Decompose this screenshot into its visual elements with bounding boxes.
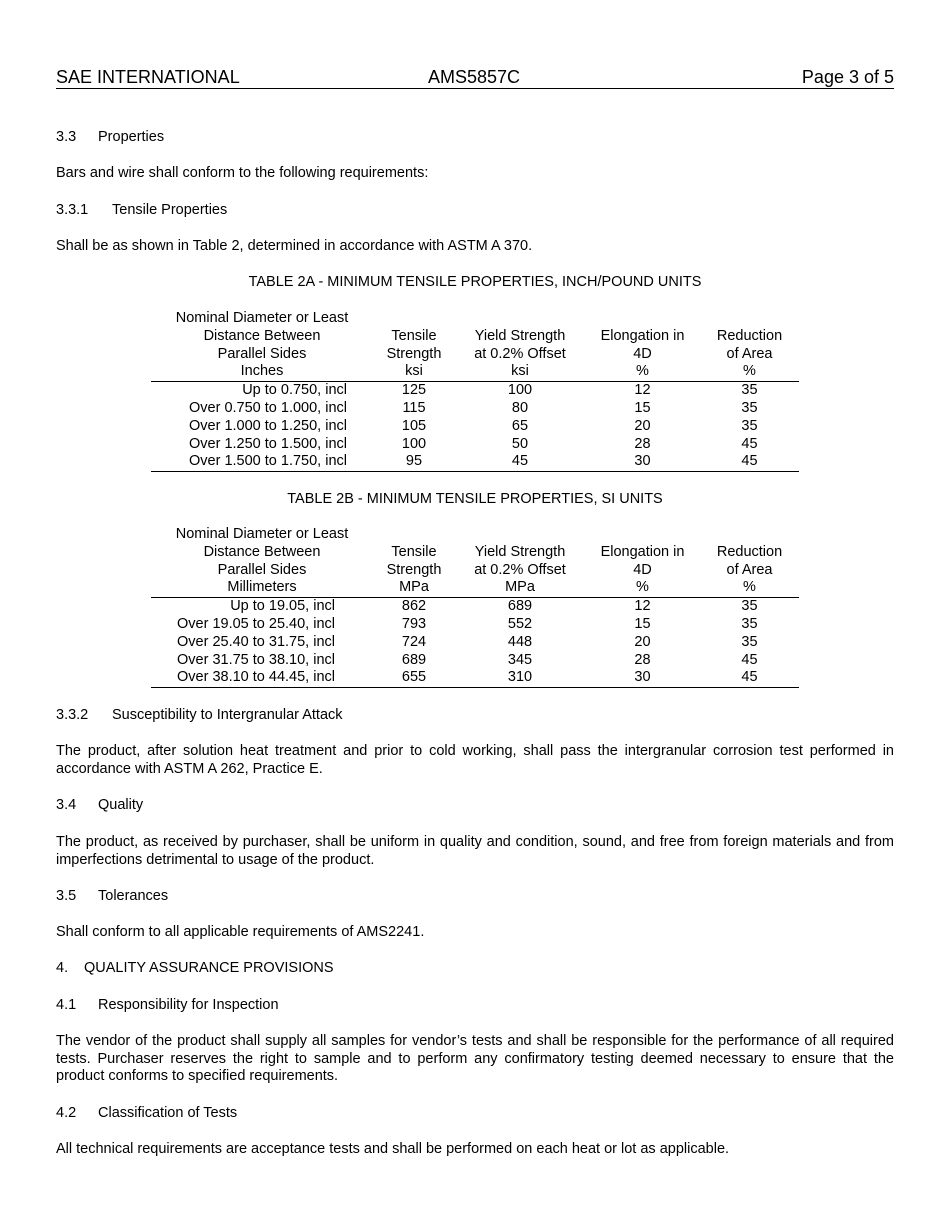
header-line: Elongation in bbox=[600, 543, 685, 560]
section-number: 4. bbox=[56, 960, 69, 976]
cell-tensile: 793 bbox=[401, 615, 427, 632]
cell-elongation: 20 bbox=[634, 417, 651, 434]
table-row bbox=[151, 400, 799, 418]
cell-elongation: 20 bbox=[634, 633, 651, 650]
cell-diameter-range: Over 0.750 to 1.000, incl bbox=[189, 399, 347, 416]
cell-diameter-range: Over 38.10 to 44.45, incl bbox=[151, 669, 373, 687]
section-number: 3.5 bbox=[56, 888, 77, 904]
section-title: QUALITY ASSURANCE PROVISIONS bbox=[84, 960, 334, 976]
header-line: Reduction bbox=[716, 327, 783, 344]
cell-reduction: 45 bbox=[700, 669, 799, 687]
header-line: % bbox=[743, 579, 756, 596]
header-line: at 0.2% Offset bbox=[474, 345, 566, 362]
header-line: Nominal Diameter or Least bbox=[175, 526, 349, 542]
section-3-3-heading bbox=[56, 129, 894, 147]
cell-elongation: 28 bbox=[634, 435, 651, 452]
table-2a bbox=[151, 310, 799, 472]
cell-tensile: 689 bbox=[401, 651, 427, 668]
header-tensile-strength bbox=[373, 526, 455, 598]
cell-diameter-range: Up to 0.750, incl bbox=[242, 382, 347, 399]
section-4-1-paragraph: The vendor of the product shall supply all samples for vendor’s tests and shall be responsible for the performance of all required tests. Purchaser reserves the right to sample and to perform any confirmatory testing deemed necessary to ensure that the product conforms to specified requirements. bbox=[56, 1033, 894, 1084]
table-row bbox=[151, 634, 799, 652]
table-row bbox=[151, 436, 799, 454]
header-line: Reduction bbox=[716, 543, 783, 560]
cell-elongation: 28 bbox=[634, 651, 651, 668]
cell-elongation: 12 bbox=[634, 598, 651, 615]
cell-diameter-range: Over 25.40 to 31.75, incl bbox=[177, 633, 335, 650]
cell-tensile: 724 bbox=[401, 633, 427, 650]
section-4-1-heading bbox=[56, 997, 894, 1015]
table-row bbox=[151, 652, 799, 670]
table-2a-title: TABLE 2A - MINIMUM TENSILE PROPERTIES, INCH/POUND UNITS bbox=[248, 274, 702, 290]
table-row bbox=[151, 669, 799, 687]
header-line: MPa bbox=[505, 579, 535, 596]
section-number: 4.2 bbox=[56, 1105, 77, 1121]
cell-diameter-range: Over 1.250 to 1.500, incl bbox=[189, 435, 347, 452]
header-line: % bbox=[636, 579, 649, 596]
header-line: of Area bbox=[726, 345, 773, 362]
cell-yield: 65 bbox=[511, 417, 529, 434]
header-line: Yield Strength bbox=[474, 327, 566, 344]
cell-reduction: 45 bbox=[741, 435, 758, 452]
section-title: Tolerances bbox=[98, 888, 169, 904]
section-title: Classification of Tests bbox=[98, 1105, 238, 1121]
section-number: 3.3.1 bbox=[56, 202, 89, 218]
header-line: Distance Between bbox=[203, 543, 321, 560]
cell-reduction: 35 bbox=[741, 399, 758, 416]
header-line: Strength bbox=[386, 561, 442, 578]
page-header bbox=[56, 66, 894, 89]
cell-reduction: 35 bbox=[741, 633, 758, 650]
cell-tensile: 655 bbox=[373, 669, 455, 687]
header-line: 4D bbox=[633, 345, 652, 362]
table-row bbox=[151, 453, 799, 471]
header-line: Inches bbox=[240, 363, 284, 380]
cell-diameter-range: Over 19.05 to 25.40, incl bbox=[177, 615, 335, 632]
header-line: Nominal Diameter or Least bbox=[175, 310, 349, 326]
table-row bbox=[151, 598, 799, 616]
cell-elongation: 30 bbox=[585, 453, 700, 471]
section-title: Responsibility for Inspection bbox=[98, 997, 279, 1013]
table-header-row bbox=[151, 526, 799, 598]
cell-tensile: 125 bbox=[401, 382, 427, 399]
cell-yield: 80 bbox=[511, 399, 529, 416]
section-title: Quality bbox=[98, 797, 144, 813]
table-row bbox=[151, 616, 799, 634]
section-number: 3.3 bbox=[56, 129, 77, 145]
section-3-3-1-heading bbox=[56, 202, 894, 220]
header-line: of Area bbox=[726, 561, 773, 578]
cell-yield: 50 bbox=[511, 435, 529, 452]
header-line: % bbox=[743, 363, 756, 380]
cell-yield: 45 bbox=[455, 453, 585, 471]
header-line: Tensile bbox=[391, 327, 437, 344]
section-4-2-heading bbox=[56, 1105, 894, 1123]
header-line: 4D bbox=[633, 561, 652, 578]
cell-tensile: 95 bbox=[373, 453, 455, 471]
section-3-5-paragraph: Shall conform to all applicable requirements of AMS2241. bbox=[56, 924, 425, 940]
header-page-number: Page 3 of 5 bbox=[801, 67, 894, 87]
section-number: 4.1 bbox=[56, 997, 77, 1013]
cell-yield: 448 bbox=[507, 633, 533, 650]
section-number: 3.4 bbox=[56, 797, 77, 813]
cell-reduction: 45 bbox=[700, 453, 799, 471]
section-title: Properties bbox=[98, 129, 165, 145]
header-organization: SAE INTERNATIONAL bbox=[56, 67, 240, 87]
section-3-3-1-paragraph: Shall be as shown in Table 2, determined in accordance with ASTM A 370. bbox=[56, 238, 533, 254]
header-line: ksi bbox=[511, 363, 529, 380]
header-line: Parallel Sides bbox=[217, 345, 307, 362]
header-line: % bbox=[636, 363, 649, 380]
cell-elongation: 30 bbox=[585, 669, 700, 687]
header-line: Millimeters bbox=[227, 579, 297, 596]
header-line: Tensile bbox=[391, 543, 437, 560]
cell-reduction: 35 bbox=[741, 417, 758, 434]
section-3-5-heading bbox=[56, 888, 894, 906]
section-3-3-2-paragraph: The product, after solution heat treatment and prior to cold working, shall pass the intergranular corrosion test performed in accordance with ASTM A 262, Practice E. bbox=[56, 743, 894, 777]
cell-yield: 689 bbox=[507, 598, 533, 615]
header-reduction-of-area bbox=[700, 526, 799, 598]
section-3-3-2-heading bbox=[56, 707, 894, 725]
cell-reduction: 45 bbox=[741, 651, 758, 668]
section-3-3-paragraph: Bars and wire shall conform to the following requirements: bbox=[56, 165, 429, 181]
cell-diameter-range: Over 31.75 to 38.10, incl bbox=[177, 651, 335, 668]
table-2b-title: TABLE 2B - MINIMUM TENSILE PROPERTIES, SI UNITS bbox=[287, 491, 663, 507]
section-3-4-paragraph: The product, as received by purchaser, shall be uniform in quality and condition, sound, and free from foreign materials and from imperfections detrimental to usage of the product. bbox=[56, 834, 894, 868]
cell-tensile: 862 bbox=[401, 598, 427, 615]
table-header-row bbox=[151, 310, 799, 382]
section-4-heading bbox=[56, 960, 894, 978]
header-elongation bbox=[585, 526, 700, 598]
cell-tensile: 105 bbox=[401, 417, 427, 434]
cell-diameter-range: Over 1.000 to 1.250, incl bbox=[189, 417, 347, 434]
header-nominal-diameter bbox=[151, 526, 373, 598]
header-line: MPa bbox=[399, 579, 429, 596]
table-row bbox=[151, 382, 799, 400]
header-line: Yield Strength bbox=[474, 543, 566, 560]
header-reduction-of-area bbox=[700, 310, 799, 382]
header-line: Parallel Sides bbox=[217, 561, 307, 578]
cell-diameter-range: Over 1.500 to 1.750, incl bbox=[151, 453, 373, 471]
cell-reduction: 35 bbox=[741, 382, 758, 399]
section-title: Tensile Properties bbox=[112, 202, 228, 218]
cell-elongation: 15 bbox=[634, 399, 651, 416]
header-document-number: AMS5857C bbox=[428, 67, 521, 87]
cell-yield: 100 bbox=[507, 382, 533, 399]
cell-elongation: 12 bbox=[634, 382, 651, 399]
cell-yield: 310 bbox=[455, 669, 585, 687]
table-2b bbox=[151, 526, 799, 688]
header-line: Distance Between bbox=[203, 327, 321, 344]
cell-elongation: 15 bbox=[634, 615, 651, 632]
table-row bbox=[151, 418, 799, 436]
section-3-4-heading bbox=[56, 797, 894, 815]
header-line: Elongation in bbox=[600, 327, 685, 344]
cell-reduction: 35 bbox=[741, 598, 758, 615]
section-title: Susceptibility to Intergranular Attack bbox=[112, 707, 343, 723]
section-number: 3.3.2 bbox=[56, 707, 89, 723]
header-line: ksi bbox=[405, 363, 423, 380]
section-4-2-paragraph: All technical requirements are acceptance tests and shall be performed on each heat or lot as applicable. bbox=[56, 1141, 730, 1157]
header-line: Strength bbox=[386, 345, 442, 362]
cell-diameter-range: Up to 19.05, incl bbox=[230, 598, 335, 615]
cell-yield: 345 bbox=[507, 651, 533, 668]
cell-tensile: 100 bbox=[401, 435, 427, 452]
header-nominal-diameter bbox=[151, 310, 373, 382]
header-yield-strength bbox=[455, 310, 585, 382]
cell-yield: 552 bbox=[507, 615, 533, 632]
header-elongation bbox=[585, 310, 700, 382]
header-line: at 0.2% Offset bbox=[474, 561, 566, 578]
header-tensile-strength bbox=[373, 310, 455, 382]
cell-tensile: 115 bbox=[402, 399, 426, 416]
header-yield-strength bbox=[455, 526, 585, 598]
cell-reduction: 35 bbox=[741, 615, 758, 632]
